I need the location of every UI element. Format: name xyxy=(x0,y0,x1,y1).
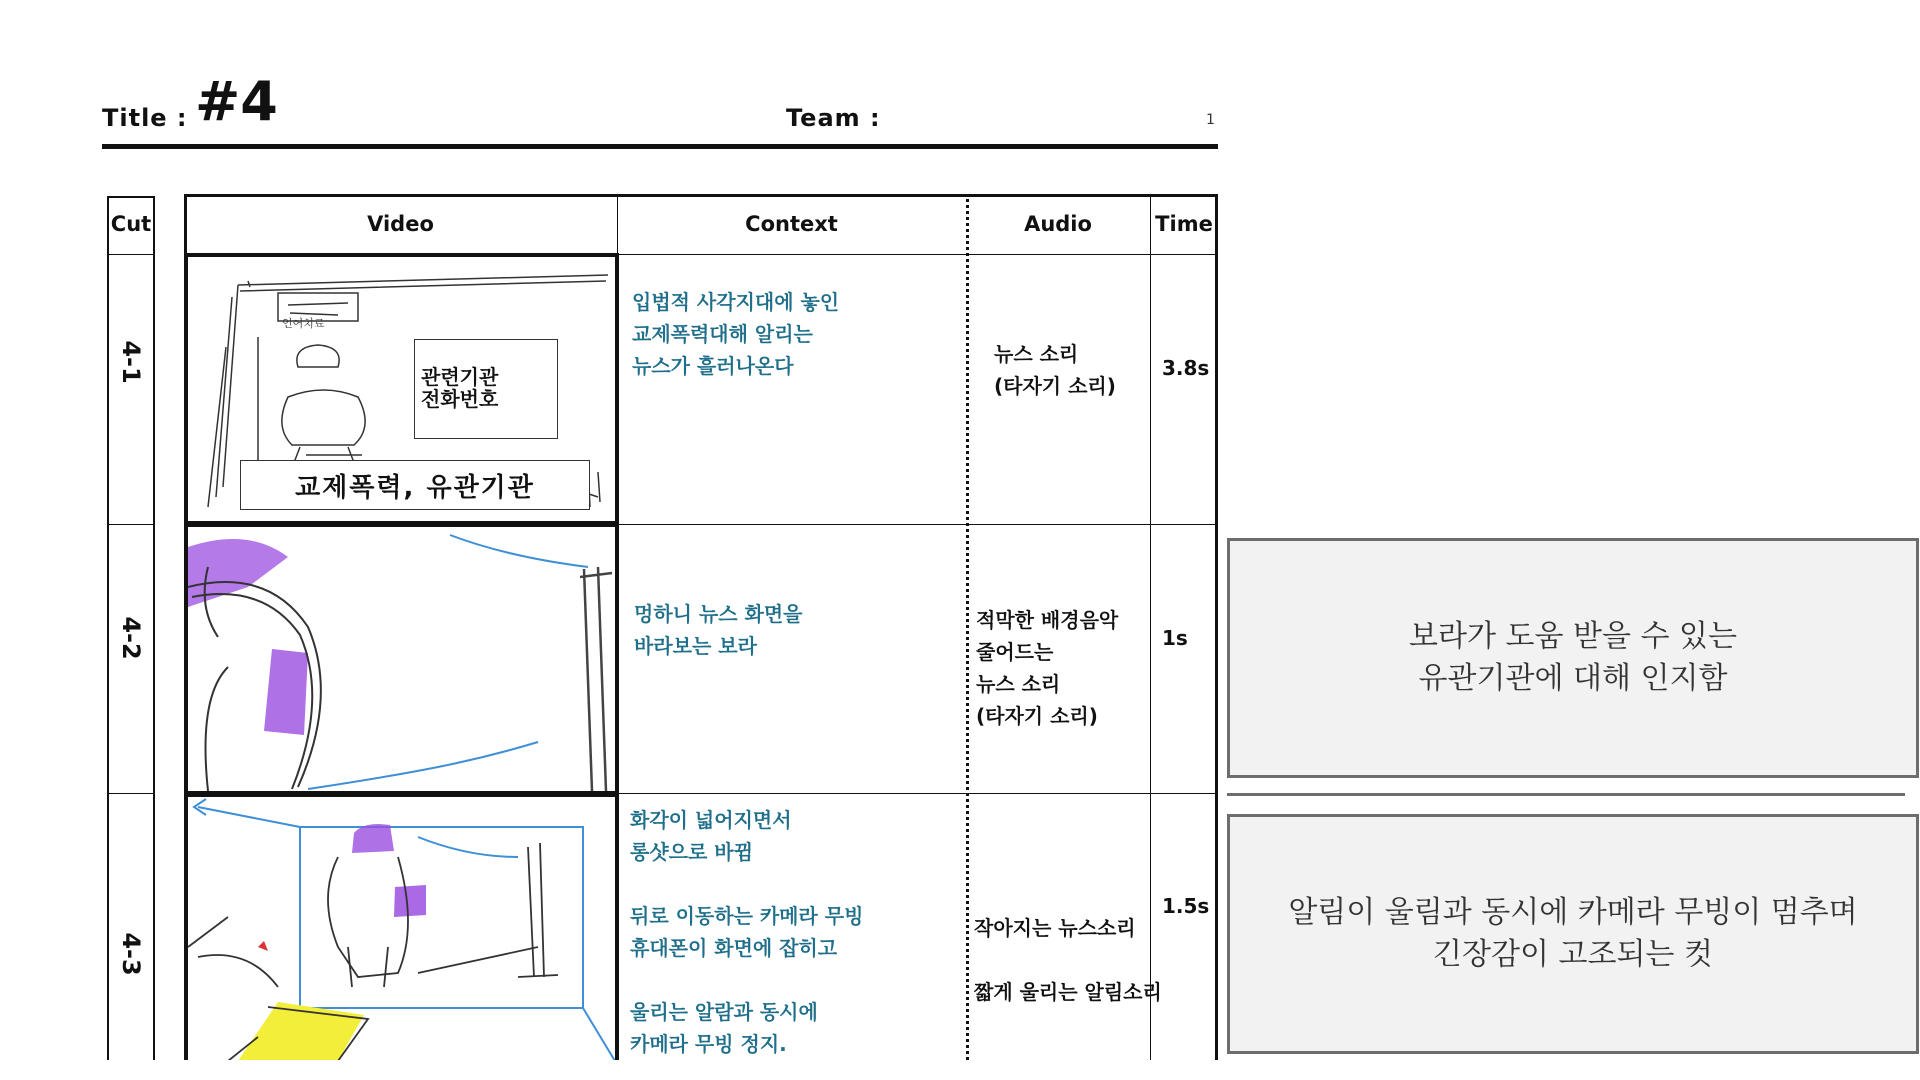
context-4-1: 입법적 사각지대에 놓인 교제폭력대해 알리는 뉴스가 흘러나온다 xyxy=(632,290,840,378)
note-2-line-2: 긴장감이 고조되는 컷 xyxy=(1433,937,1713,972)
audio-4-2: 적막한 배경음악 줄어드는 뉴스 소리 (타자기 소리) xyxy=(976,608,1119,728)
audio-header: Audio xyxy=(1024,212,1092,236)
video-frame-4-2 xyxy=(184,523,619,795)
note-2-line-1: 알림이 울림과 동시에 카메라 무빙이 멈추며 xyxy=(1288,895,1858,930)
context-audio-divider xyxy=(966,194,969,1060)
context-4-3: 화각이 넓어지면서 롱샷으로 바뀜 뒤로 이동하는 카메라 무빙 휴대폰이 화면에 잡히고 울리는 알람과 동시에 카메라 무빙 정지. xyxy=(630,808,864,1056)
sketch-wide-shot xyxy=(188,797,615,1060)
audio-4-1: 뉴스 소리 (타자기 소리) xyxy=(994,342,1116,398)
video-frame-4-3 xyxy=(184,793,619,1060)
audio-4-3-line2: 짧게 울리는 알림소리 xyxy=(974,980,1162,1004)
inset-text: 관련기관 전화번호 xyxy=(421,365,499,411)
audio-4-3-line1: 작아지는 뉴스소리 xyxy=(974,916,1136,940)
sketch-text: 언어치료 xyxy=(282,317,325,330)
cut-row-divider xyxy=(107,793,155,794)
context-4-2: 멍하니 뉴스 화면을 바라보는 보라 xyxy=(634,602,803,658)
video-header: Video xyxy=(367,212,434,236)
note-divider xyxy=(1227,793,1905,796)
cut-label: 4-1 xyxy=(117,340,145,384)
page-number: 1 xyxy=(1206,112,1215,128)
cut-header-divider xyxy=(107,254,155,255)
context-header: Context xyxy=(745,212,838,236)
audio-time-divider xyxy=(1150,194,1151,1060)
time-4-1: 3.8s xyxy=(1162,356,1210,380)
cut-label: 4-2 xyxy=(117,616,145,660)
caption-box xyxy=(240,460,590,510)
title-value: #4 xyxy=(195,70,278,133)
time-4-2: 1s xyxy=(1162,626,1188,650)
sketch-back-of-head xyxy=(188,527,615,791)
note-card-1 xyxy=(1227,538,1919,778)
cut-row-divider xyxy=(107,524,155,525)
row-divider-1 xyxy=(617,524,1218,525)
title-label: Title : xyxy=(102,104,188,132)
header-rule xyxy=(102,144,1218,149)
note-1-line-2: 유관기관에 대해 인지함 xyxy=(1418,661,1728,696)
cut-label: 4-3 xyxy=(117,932,145,976)
note-card-2 xyxy=(1227,814,1919,1054)
cut-header: Cut xyxy=(110,212,152,236)
row-divider-2 xyxy=(617,793,1218,794)
time-4-3: 1.5s xyxy=(1162,894,1210,918)
inset-box xyxy=(414,339,558,439)
video-frame-4-1 xyxy=(184,253,619,525)
time-header: Time xyxy=(1155,212,1213,236)
note-1-line-1: 보라가 도움 받을 수 있는 xyxy=(1409,619,1737,654)
caption-text: 교제폭력, 유관기관 xyxy=(295,472,535,503)
team-label: Team : xyxy=(786,104,881,132)
